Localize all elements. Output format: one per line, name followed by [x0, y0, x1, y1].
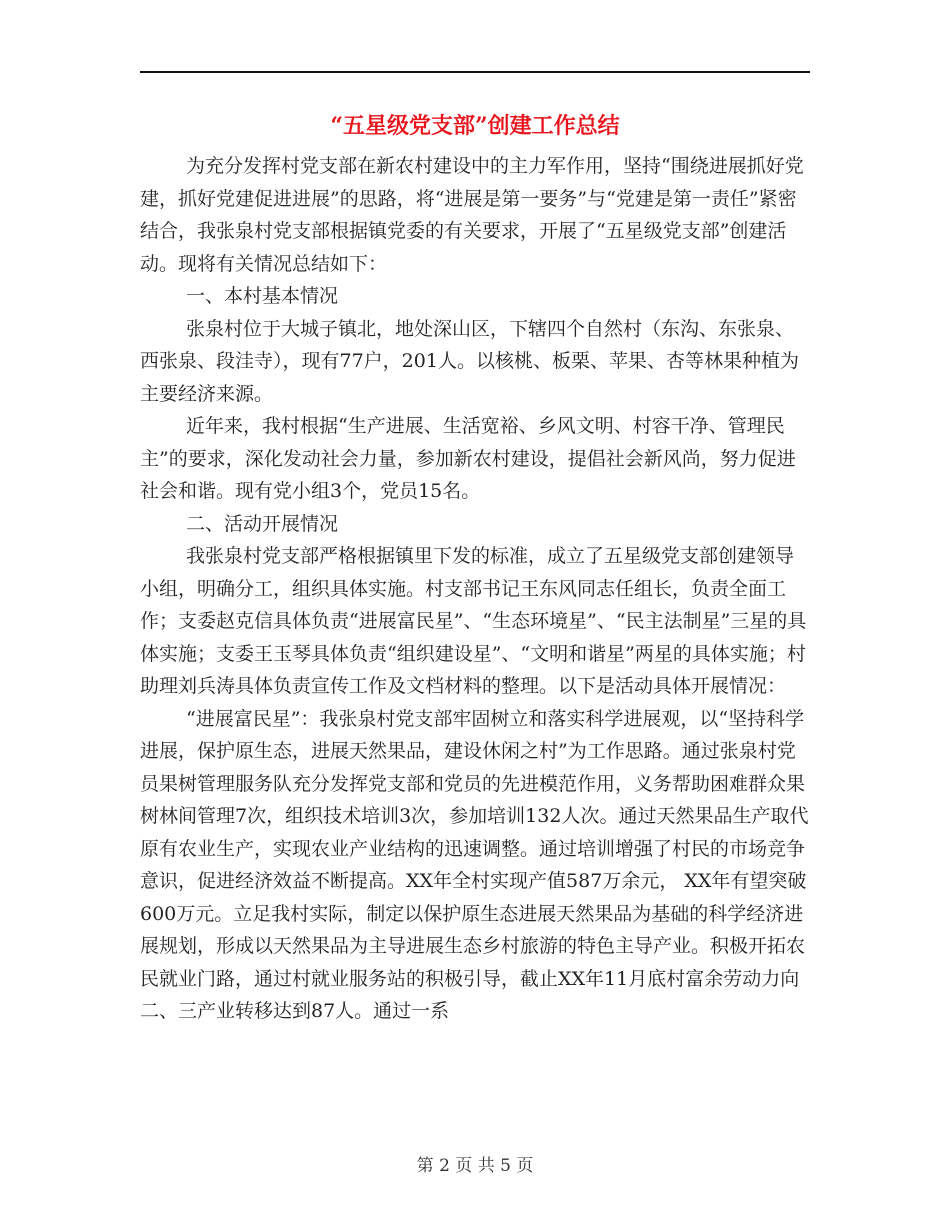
- document-body: [140, 150, 810, 1028]
- document-title: “五星级党支部”创建工作总结: [330, 113, 620, 139]
- header-rule: [140, 71, 810, 73]
- recent-years-paragraph: 近年来，我村根据“生产进展、生活宽裕、乡风文明、村容干净、管理民主”的要求，深化发动社会力量，参加新农村建设，提倡社会新风尚，努力促进社会和谐。现有党小组3个，党员15名。: [140, 415, 796, 502]
- page-number-footer: 第 2 页 共 5 页: [416, 1156, 534, 1176]
- organization-paragraph: 我张泉村党支部严格根据镇里下发的标准，成立了五星级党支部创建领导小组，明确分工，组织具体实施。村支部书记王东风同志任组长，负责全面工作；支委赵克信具体负责“进展富民星”、“生态环境星”、“民主法制星”三星的具体实施；支委王玉琴具体负责“组织建设星”、“文明和谐星”两星的具体实施；村助理刘兵涛具体负责宣传工作及文档材料的整理。以下是活动具体开展情况：: [140, 545, 807, 697]
- village-location-paragraph: 张泉村位于大城子镇北，地处深山区，下辖四个自然村（东沟、东张泉、西张泉、段洼寺），现有77户，201人。以核桃、板栗、苹果、杏等林果种植为主要经济来源。: [140, 317, 799, 405]
- development-star-paragraph: “进展富民星”：我张泉村党支部牢固树立和落实科学进展观，以“坚持科学进展，保护原生态，进展天然果品，建设休闲之村”为工作思路。通过张泉村党员果树管理服务队充分发挥党支部和党员的先进模范作用，义务帮助困难群众果树林间管理7次，组织技术培训3次，参加培训132人次。通过天然果品生产取代原有农业生产，实现农业产业结构的迅速调整。通过培训增强了村民的市场竞争意识，促进经济效益不断提高。XX年全村实现产值587万余元， XX年有望突破600万元。立足我村实际，制定以保护原生态进展天然果品为基础的科学经济进展规划，形成以天然果品为主导进展生态乡村旅游的特色主导产业。积极开拓农民就业门路，通过村就业服务站的积极引导，截止XX年11月底村富余劳动力向二、三产业转移达到87人。通过一系: [140, 707, 809, 1022]
- section-heading-activities: 二、活动开展情况: [186, 512, 339, 535]
- section-heading-basic-info: 一、本村基本情况: [186, 285, 339, 307]
- intro-paragraph: 为充分发挥村党支部在新农村建设中的主力军作用，坚持“围绕进展抓好党建，抓好党建促进进展”的思路，将“进展是第一要务”与“党建是第一责任”紧密结合，我张泉村党支部根据镇党委的有关要求，开展了“五星级党支部”创建活动。现将有关情况总结如下：: [140, 155, 804, 275]
